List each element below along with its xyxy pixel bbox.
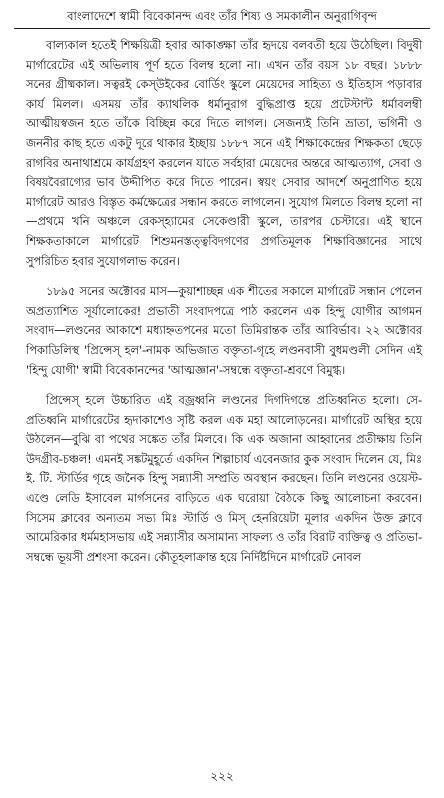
paragraph-2: ১৮৯৫ সনের অক্টোবর মাস—কুয়াশাচ্ছন্ন এক শীতের সকালে মার্গারেট সন্ধান পেলেন অপ্রত্যাশিত সূর্যালোকের! প্রভাতী সংবাদপত্রে পাঠ করলেন এক হিন্দু যোগীর আগমন সংবাদ—লণ্ডনের আকাশে মধ্যাহ্নতপনের মতো তিমিরান্তক তাঁর আবির্ভাব। ২২ অক্টোবর পিকাডিলিস্থ 'প্রিন্সেস্ হল'-নামক অভিজাত বক্তৃতা-গৃহে লণ্ডনবাসী বুধমণ্ডলী সেদিন এই 'হিন্দু যোগী' স্বামী বিবেকানন্দের 'আত্মজ্ঞান'-সম্বন্ধে বক্তৃতা-শ্রবণে বিমুগ্ধ। [26,284,422,377]
paragraph-3: প্রিন্সেস্ হলে উচ্চারিত এই বজ্রধ্বনি লণ্ডনের দিগদিগন্তে প্রতিধ্বনিত হলো। সে-প্রতিধ্বনি মার্গারেটের হৃদাকাশেও সৃষ্টি করল এক মহা আলোড়নের। মার্গারেট অস্থির হয়ে উঠলেন—বুঝি বা পথের সঙ্কেত তাঁর মিলবে। কি এক অজানা আহ্বানের প্রতীক্ষায় তিনি উদগ্রীব-চঞ্চল! এমনই সঙ্কটমুহূর্তে একদিন শিল্পাচার্য এবেনজার কুক সংবাদ দিলেন যে, মিঃ ই. টি. স্টার্ডির গৃহে জনৈক হিন্দু সন্ন্যাসী সম্প্রতি অবস্থান করছেন। তিনি লণ্ডনের ওয়েস্ট-এণ্ডে লেডি ইসাবেল মার্গসনের বাড়িতে এক ঘরোয়া বৈঠকে কিছু আলোচনা করবেন। সিসেম ক্লাবের অন্যতম সভ্য মিঃ স্টার্ডি ও মিস্ হেনরিয়েটা মূলার একদিন উক্ত ক্লাবে আমেরিকার ধর্মমহাসভায় এই সন্ন্যাসীর অসামান্য সাফল্য ও তাঁর বিরাট ব্যক্তিত্ব ও প্রতিভা-সম্বন্ধে ভূয়সী প্রশংসা করেন। কৌতূহলাক্রান্ত হয়ে নির্দিষ্টদিনে মার্গারেট নোবল [26,393,422,564]
paragraph-1: বাল্যকাল হতেই শিক্ষয়িত্রী হবার আকাঙ্ক্ষা তাঁর হৃদয়ে বলবতী হয়ে উঠেছিল। বিদুষী মার্গারেটের এই অভিলাষ পূর্ণ হতে বিলম্ব হলো না। এখন তাঁর বয়স ১৮ বছর। ১৮৮৮ সনের গ্রীষ্মকাল। সত্বরই কেস্উইকের বোর্ডিং স্কুলে মেয়েদের সাহিত্য ও ইতিহাস পড়াবার কার্য মিলল। এসময় তাঁর ক্যাথলিক ধর্মানুরাগ বুদ্ধিপ্রাপ্ত হয়ে প্রটেস্টান্ট ধর্মাবলম্বী আত্মীয়স্বজন হতে তাঁকে বিচ্ছিন্ন করে দিতে লাগল। সেজন্যই তিনি ভ্রাতা, ভগিনী ও জননীর কাছ হতে একটু দূরে থাকার ইচ্ছায় ১৮৮৭ সনে এই শিক্ষাকেন্দ্রের শিক্ষকতা ছেড়ে রাগবির অনাথাশ্রমে কার্যগ্রহণ করলেন যাতে সর্বহারা মেয়েদের অন্তরে আত্মত্যাগ, সেবা ও বিষয়বৈরাগ্যের ভাব উদ্দীপিত করে দিতে পারেন। স্বয়ং সেবার আদর্শে অনুপ্রাণিত হয়ে মার্গারেট আরও বিস্তৃত কর্মক্ষেত্রের সন্ধান করতে লাগলেন। সুযোগ মিলতে বিলম্ব হলো না—প্রথমে খনি অঞ্চলে রেকস্হ্যামের সেকেণ্ডারী স্কুলে, তারপর চেস্টারে। এই স্থানে শিক্ষকতাকালে মার্গারেট শিশুমনস্তত্ত্ববিদগণের প্রগতিমূলক শিক্ষাবিজ্ঞানের সাথে সুপরিচিত হবার সুযোগলাভ করেন। [26,38,422,268]
running-header: বাংলাদেশে স্বামী বিবেকানন্দ এবং তাঁর শিষ্য ও সমকালীন অনুরাগিবৃন্দ [67,9,377,23]
page-body [26,36,422,578]
header-rule [14,28,430,29]
page-number: ২২২ [210,769,234,783]
